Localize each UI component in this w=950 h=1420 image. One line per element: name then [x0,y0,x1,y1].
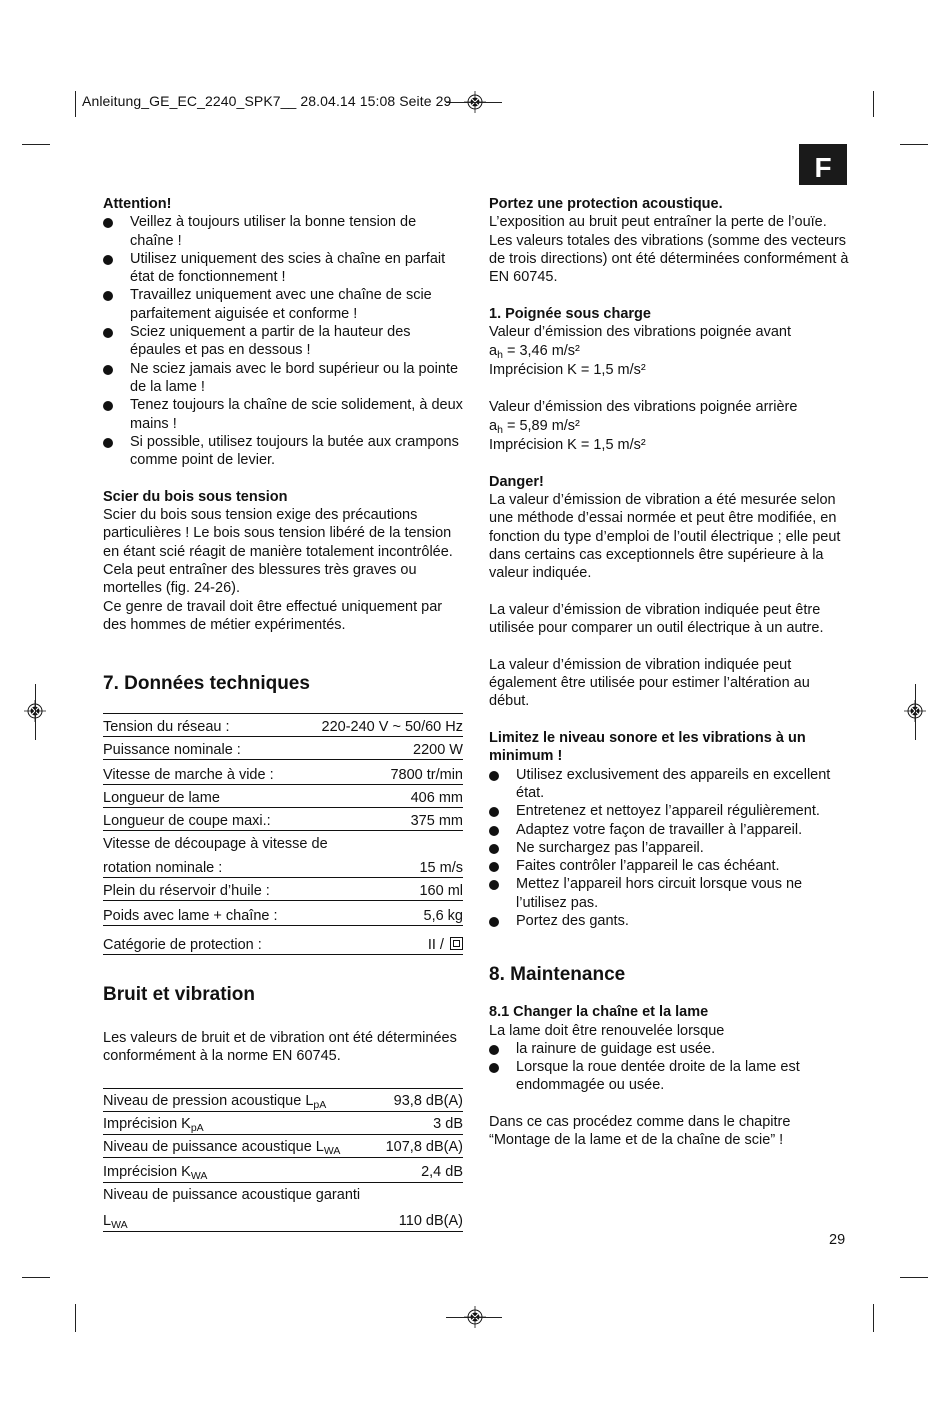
bullet-icon [489,1045,499,1055]
maintenance-heading: 8. Maintenance [489,964,626,986]
compare-text: La valeur d’émission de vibration indiquée peut être utilisée pour comparer un outil électrique à un autre. [489,601,824,637]
right-column [489,195,849,1150]
bullet-icon [103,255,113,265]
estimate-text: La valeur d’émission de vibration indiquée peut également être utilisée pour estimer l’altération au début. [489,656,810,710]
tension-text: Scier du bois sous tension exige des précautions particulières ! Le bois sous tension libéré de la tension en étant scié réagit de manière totalement incontrôlée. Cela peut entraîner des blessures très graves ou mortelles (fig. 24-26). [103,507,453,597]
list-item: Sciez uniquement a partir de la hauteur des épaules et pas en dessous ! [103,323,463,360]
chain-title: 8.1 Changer la chaîne et la lame [489,1004,709,1021]
crop-mark-bottom-left-vertical [75,1304,76,1332]
list-item: Utilisez uniquement des scies à chaîne en parfait état de fonctionnement ! [103,250,463,287]
bullet-icon [103,438,113,448]
registration-line-left [35,684,36,740]
bullet-icon [103,291,113,301]
bullet-icon [489,917,499,927]
registration-line-top [446,102,502,103]
noise-heading: Bruit et vibration [103,984,256,1006]
crop-mark-top-left-horizontal [22,144,50,145]
chain-list [489,1040,849,1095]
list-item: Entretenez et nettoyez l’appareil régulièrement. [489,802,849,820]
tech-data-table [103,713,463,955]
rear-handle-value: $a_h = 5,89$ m/s² [489,418,580,437]
table-row: $L_{WA}$ 110 dB(A) [103,1213,463,1232]
left-column [103,195,463,1232]
table-row: Puissance nominale : 2200 W [103,737,463,760]
danger-text: La valeur d’émission de vibration a été mesurée selon une méthode d’essai normée et peut être modifiée, en fonction du type d’emploi de l’outil électrique ; elle peut dans certains cas exceptionnels être supérieure à la valeur indiquée. [489,492,841,582]
table-row: Tension du réseau : 220-240 V ~ 50/60 Hz [103,714,463,737]
table-row: Niveau de pression acoustique $L_{pA}$ 93,8 dB(A) [103,1089,463,1112]
crop-mark-bottom-right-horizontal [900,1277,928,1278]
bullet-icon [489,807,499,817]
list-item: Portez des gants. [489,912,849,930]
tech-data-heading: 7. Données techniques [103,673,310,695]
rear-handle-label: Valeur d’émission des vibrations poignée arrière [489,398,798,415]
protection-title: Portez une protection acoustique. [489,196,723,212]
registration-line-right [915,684,916,740]
list-item: Ne surchargez pas l’appareil. [489,839,849,857]
table-row: Imprécision $K_{WA}$ 2,4 dB [103,1158,463,1183]
registration-line-bottom [446,1317,502,1318]
page-number: 29 [829,1232,846,1248]
bullet-icon [489,844,499,854]
attention-list [103,213,463,469]
crop-mark-top-left-vertical [75,91,76,117]
chain-text: La lame doit être renouvelée lorsque [489,1022,725,1039]
protection-class-ii-icon [450,937,463,950]
table-row: Niveau de puissance acoustique $L_{WA}$ 107,8 dB(A) [103,1135,463,1158]
bullet-icon [103,365,113,375]
table-row: rotation nominale : 15 m/s [103,853,463,878]
table-row: Plein du réservoir d’huile : 160 ml [103,878,463,901]
crop-mark-top-right-vertical [873,91,874,117]
table-row: Vitesse de découpage à vitesse de [103,835,328,852]
bullet-icon [489,1063,499,1073]
table-row: Longueur de lame 406 mm [103,785,463,808]
list-item: Travaillez uniquement avec une chaîne de scie parfaitement aiguisée et conforme ! [103,286,463,323]
crop-mark-bottom-right-vertical [873,1304,874,1332]
handle-title: 1. Poignée sous charge [489,305,651,322]
chain-note: Dans ce cas procédez comme dans le chapitre “Montage de la lame et de la chaîne de scie” ! [489,1114,791,1149]
attention-title: Attention! [103,196,172,212]
tension-title: Scier du bois sous tension [103,488,288,505]
list-item: la rainure de guidage est usée. [489,1040,849,1058]
table-row: Niveau de puissance acoustique garanti [103,1187,361,1204]
bullet-icon [489,880,499,890]
crop-mark-bottom-left-horizontal [22,1277,50,1278]
limit-list [489,766,849,931]
table-row: Vitesse de marche à vide : 7800 tr/min [103,760,463,785]
bullet-icon [103,328,113,338]
bullet-icon [103,218,113,228]
front-handle-label: Valeur d’émission des vibrations poignée avant [489,324,791,341]
table-row: Poids avec lame + chaîne : 5,6 kg [103,901,463,926]
list-item: Faites contrôler l’appareil le cas échéant. [489,857,849,875]
list-item: Veillez à toujours utiliser la bonne tension de chaîne ! [103,213,463,250]
rear-handle-uncertainty: Imprécision K = 1,5 m/s² [489,437,646,454]
noise-table [103,1088,463,1232]
protection-text: L’exposition au bruit peut entraîner la perte de l’ouïe. Les valeurs totales des vibrations (somme des vecteurs de trois directions) ont été déterminées conformément à EN 60745. [489,214,849,286]
table-row: Longueur de coupe maxi.: 375 mm [103,808,463,831]
front-handle-uncertainty: Imprécision K = 1,5 m/s² [489,362,646,379]
limit-title: Limitez le niveau sonore et les vibrations à un minimum ! [489,730,806,765]
list-item: Lorsque la roue dentée droite de la lame est endommagée ou usée. [489,1058,849,1095]
table-row: Catégorie de protection : II / [103,926,463,954]
front-handle-value: $a_h = 3,46$ m/s² [489,343,580,362]
list-item: Ne sciez jamais avec le bord supérieur ou la pointe de la lame ! [103,360,463,397]
list-item: Utilisez exclusivement des appareils en excellent état. [489,766,849,803]
danger-title: Danger! [489,473,544,490]
language-tab: F [799,144,847,185]
bullet-icon [103,401,113,411]
noise-intro: Les valeurs de bruit et de vibration ont été déterminées conformément à la norme EN 60745. [103,1030,457,1065]
bullet-icon [489,862,499,872]
tension-text-2: Ce genre de travail doit être effectué uniquement par des hommes de métier expérimentés. [103,598,443,633]
bullet-icon [489,771,499,781]
list-item: Adaptez votre façon de travailler à l’appareil. [489,821,849,839]
crop-mark-top-right-horizontal [900,144,928,145]
list-item: Mettez l’appareil hors circuit lorsque vous ne l’utilisez pas. [489,875,849,912]
table-row: Imprécision $K_{pA}$ 3 dB [103,1112,463,1135]
list-item: Si possible, utilisez toujours la butée aux crampons comme point de levier. [103,433,463,470]
print-job-header: Anleitung_GE_EC_2240_SPK7__ 28.04.14 15:08 Seite 29 [82,93,452,109]
bullet-icon [489,826,499,836]
list-item: Tenez toujours la chaîne de scie solidement, à deux mains ! [103,396,463,433]
